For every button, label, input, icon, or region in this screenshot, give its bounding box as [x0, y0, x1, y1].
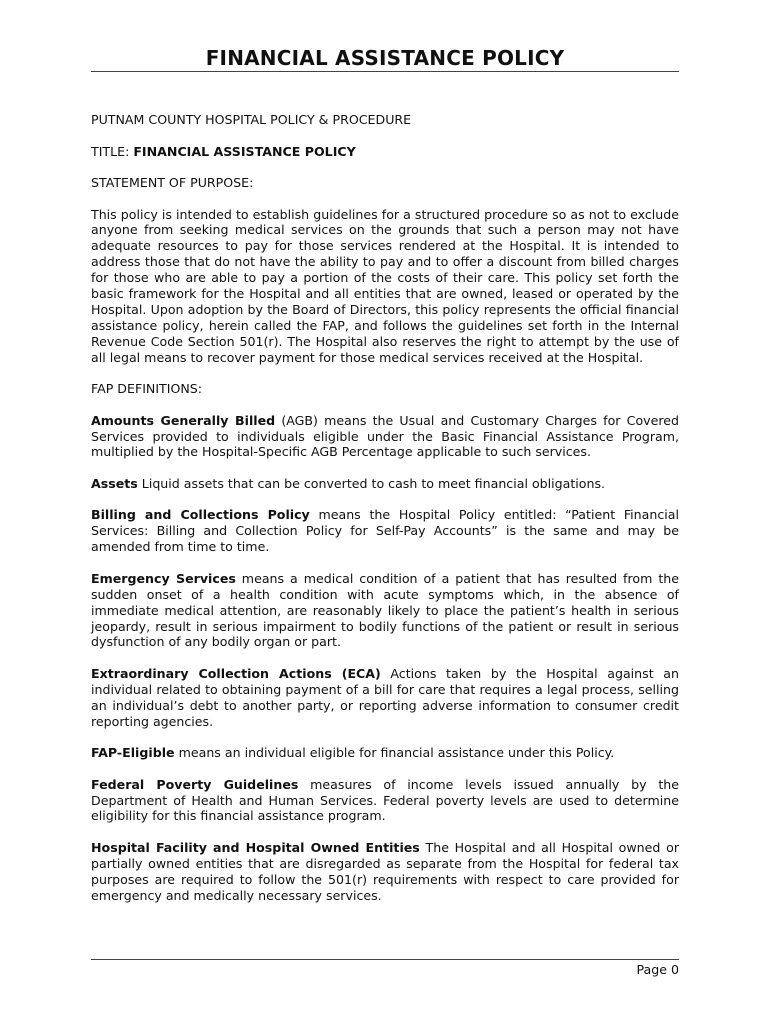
footer-divider: [91, 959, 679, 960]
definition-term: Extraordinary Collection Actions (ECA): [91, 665, 381, 681]
definition-assets: [91, 476, 679, 492]
definition-term: FAP-Eligible: [91, 745, 175, 761]
policy-title-label: TITLE:: [91, 143, 134, 159]
purpose-heading: STATEMENT OF PURPOSE:: [91, 175, 254, 190]
organization-line: PUTNAM COUNTY HOSPITAL POLICY & PROCEDURE: [91, 112, 412, 127]
page-number: Page 0: [636, 962, 679, 977]
definition-emergency-services: [91, 571, 679, 651]
policy-title-line: [91, 144, 679, 160]
definition-text: The Hospital and all Hospital owned or partially owned entities that are disregarded as separate from the Hospital for federal tax purposes are required to follow the 501(r) requirements with respect to care provided for emergency and medically necessary services.: [91, 839, 680, 903]
definition-text: measures of income levels issued annually by the Department of Health and Human Services. Federal poverty levels are used to determine eligibility for this financial assistance program.: [91, 776, 680, 824]
definition-text: Liquid assets that can be converted to cash to meet financial obligations.: [137, 475, 606, 491]
document-body: [91, 112, 679, 919]
definition-term: Emergency Services: [91, 570, 236, 586]
definition-agb: [91, 413, 679, 461]
definition-federal-poverty: [91, 777, 679, 825]
policy-title-value: FINANCIAL ASSISTANCE POLICY: [133, 143, 356, 159]
definition-billing-collections: [91, 507, 679, 555]
definition-text: means the Hospital Policy entitled: “Patient Financial Services: Billing and Collection Policy for Self-Pay Accounts” is the same and may be amended from time to time.: [91, 507, 679, 555]
definition-term: Federal Poverty Guidelines: [91, 776, 299, 792]
document-page: [91, 0, 679, 1024]
definition-hospital-facility: [91, 840, 679, 904]
definition-text: means a medical condition of a patient that has resulted from the sudden onset of a health condition with acute symptoms which, in the absence of immediate medical attention, are reasonably likely to place the patient’s health in serious jeopardy, result in serious impairment to bodily functions of the patient or result in serious dysfunction of any bodily organ or part.: [91, 570, 679, 650]
definition-term: Amounts Generally Billed: [91, 412, 276, 428]
definition-eca: [91, 666, 679, 730]
purpose-paragraph: This policy is intended to establish guidelines for a structured procedure so as not to exclude anyone from seeking medical services on the grounds that such a person may not have adequate resources to pay for those services rendered at the Hospital. It is intended to address those that do not have the ability to pay and to offer a discount from billed charges for those who are able to pay a portion of the costs of their care. This policy set forth the basic framework for the Hospital and all entities that are owned, leased or operated by the Hospital. Upon adoption by the Board of Directors, this policy represents the official financial assistance policy, herein called the FAP, and follows the guidelines set forth in the Internal Revenue Code Section 501(r). The Hospital also reserves the right to attempt by the use of all legal means to recover payment for those medical services received at the Hospital.: [91, 206, 679, 365]
title-divider: [91, 71, 679, 72]
definition-text: means an individual eligible for financial assistance under this Policy.: [174, 745, 615, 761]
definition-text: Actions taken by the Hospital against an individual related to obtaining payment of a bill for care that requires a legal process, selling an individual’s debt to another party, or reporting adverse information to consumer credit reporting agencies.: [91, 665, 679, 729]
document-title: FINANCIAL ASSISTANCE POLICY: [205, 46, 565, 70]
definition-text: (AGB) means the Usual and Customary Charges for Covered Services provided to individuals eligible under the Basic Financial Assistance Program, multiplied by the Hospital-Specific AGB Percentage applicable to such services.: [91, 412, 679, 460]
definition-fap-eligible: [91, 745, 679, 761]
definition-term: Billing and Collections Policy: [91, 507, 310, 523]
definitions-heading: FAP DEFINITIONS:: [91, 381, 203, 397]
definition-term: Assets: [91, 475, 138, 491]
definition-term: Hospital Facility and Hospital Owned Entities: [91, 839, 420, 855]
